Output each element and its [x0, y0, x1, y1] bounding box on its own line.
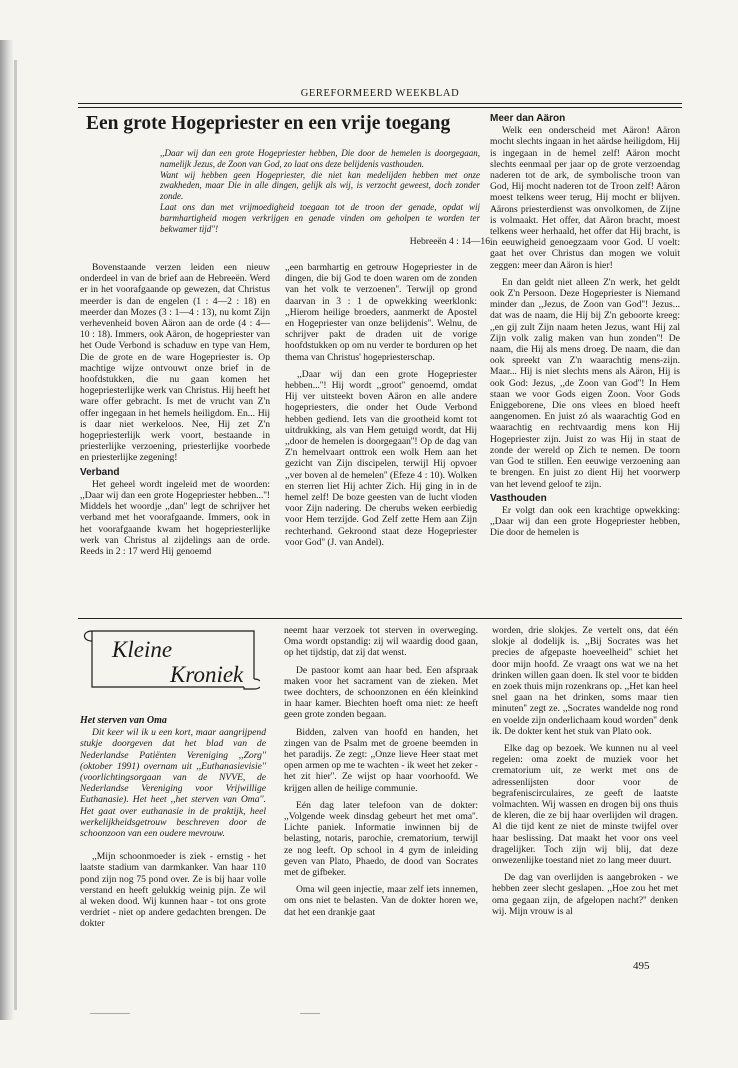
paragraph: worden, drie slokjes. Ze vertelt ons, dat één slokje al dodelijk is. ,,Bij Socrates was het precies de afgepaste hoeveelheid'' schiet het door mijn hoofd. Ze vraagt ons wat we na het drinken willen gaan doen. Ik stel voor te bidden en zoek thuis mijn rozenkrans op. ,,Het kan heel snel gaan na het drinken, soms maar tien minuten'' zegt ze. ,,Socrates wandelde nog rond en voelde zijn onderlichaam koud worden'' denk ik. De dokter kent het stuk van Plato ook. — [492, 625, 678, 737]
paragraph: En dan geldt niet alleen Z'n werk, het geldt ook Z'n Persoon. Deze Hogepriester is Niemand minder dan ,,Jezus, de Zoon van God''! Jezus... dat was de naam, die Hij bij Z'n geboorte kreeg: ,,en gij zult Zijn naam heten Jezus, want Hij zal Zijn volk zalig maken van hun zonden''! De naam, die Hij als mens droeg. De naam, die dan ook spreekt van Z'n waarachtig mens-zijn. Maar... Hij is niet slechts mens als Aäron, Hij is ook God: Jezus, ,,de Zoon van God''! In Hem staan we voor Gods eigen Zoon. Voor Gods Eniggeborene, Die ons vlees en bloed heeft aangenomen. En juist zó als waarachtig God en waarachtig en rechtvaardig mens kon Hij Hogepriester zijn. Juist zo was Hij in staat de zonde der wereld op Zich te nemen. De toorn van God te stillen. Een eeuwige verzoening aan te brengen. En juist zo dient Hij het voorwerp van het levend geloof te zijn. — [490, 276, 680, 490]
epigraph-paragraph: ,,Daar wij dan een grote Hogepriester hebben, Die door de hemelen is doorgegaan, namelijk Jezus, de Zoon van God, zo laat ons deze belijdenis vasthouden. — [160, 148, 480, 169]
paragraph: Het geheel wordt ingeleid met de woorden: ,,Daar wij dan een grote Hogepriester hebben...''! Middels het woordje ,,dan'' legt de schrijver het verband met het voorafgaande. Immers, ook in het voorafgaande kwam het hogepriesterlijke werk van Christus al zijdelings aan de orde. Reeds in 2 : 17 werd Hij genoemd — [80, 478, 270, 558]
paragraph: neemt haar verzoek tot sterven in overweging. Oma wordt opstandig: zij wil waardig dood gaan, op het tijdstip, dat zij dat wenst. — [284, 625, 478, 659]
epigraph — [160, 148, 480, 234]
scan-page-edge — [0, 40, 14, 1020]
logo-word-kleine: Kleine — [112, 637, 173, 662]
paragraph: Er volgt dan ook een krachtige opwekking: ,,Daar wij dan een grote Hogepriester hebben, Die door de hemelen is — [490, 504, 680, 539]
paragraph: Bovenstaande verzen leiden een nieuw onderdeel in van de brief aan de Hebreeën. Werd er in het voorafgaande op gewezen, dat Christus meerder is dan de engelen (1 : 4—2 : 18) en meerder dan Mozes (3 : 1—4 : 13), nu komt Zijn verhevenheid boven Aäron aan de orde (4 : 4—10 : 18). Immers, ook Aäron, de hogepriester van het Oude Verbond is schaduw en type van Hem, Die de grote en de ware Hogepriester is. Op machtige wijze ontvouwt onze brief in de hoofdstukken, die nu gaan komen het hogepriesterlijke werk van Christus. Hij heeft het ware offer gebracht. Is met de vrucht van Z'n offer ingegaan in het hemels heiligdom. En... Hij is daar niet werkeloos. Nee, Hij zet Z'n hogepriesterlijk werk voort, bestaande in priesterlijke verzoening, priesterlijke voorbede en priesterlijke zegening! — [80, 262, 270, 464]
kroniek-column-2 — [284, 625, 478, 918]
header-rule — [78, 103, 682, 104]
epigraph-paragraph: Want wij hebben geen Hogepriester, die niet kan medelijden hebben met onze zwakheden, maar Die in alle dingen, gelijk als wij, is verzocht geweest, doch zonder zonde. — [160, 169, 480, 202]
paragraph: Elke dag op bezoek. We kunnen nu al veel regelen: oma zoekt de muziek voor het crematorium uit, ze werkt met ons de adressenlijsten door voor de begrafeniscirculaires, ze geeft de laatste volmachten. Wij wassen en drogen bij ons thuis de kleren, die ze bij haar overlijden wil dragen. Al die tijd kent ze niet de minste twijfel over haar beslissing. Dat maakt het voor ons veel dragelijker. Toch zijn wij blij, dat deze onwezenlijke toestand niet zo lang meer duurt. — [492, 743, 678, 867]
scripture-reference: Hebreeën 4 : 14—16 — [409, 236, 490, 247]
scan-page-edge-line — [14, 60, 17, 1010]
running-head: GEREFORMEERD WEEKBLAD — [300, 88, 460, 99]
logo-word-kroniek: Kroniek — [170, 662, 244, 687]
scan-mark — [90, 1013, 130, 1014]
section-heading: Meer dan Aäron — [490, 113, 566, 124]
kroniek-column-3 — [492, 625, 678, 917]
section-heading: Vasthouden — [490, 492, 547, 504]
epigraph-paragraph: Laat ons dan met vrijmoedigheid toegaan tot de troon der genade, opdat wij barmhartigheid mogen verkrijgen en genade vinden om geholpen te worden ter bekwamer tijd''! — [160, 201, 480, 234]
paragraph: De dag van overlijden is aangebroken - we hebben zeer slecht geslapen. ,,Hoe zou het met oma gegaan zijn, de afgelopen nacht?'' denken wij. Mijn vrouw is al — [492, 872, 678, 917]
paragraph: Eén dag later telefoon van de dokter: ,,Volgende week dinsdag gebeurt het met oma''. Lichte paniek. Informatie inwinnen bij de belasting, notaris, parochie, crematorium, terwijl ze nog leeft. Op school in 4 gym de inleiding geven van Plato, Phaedo, de dood van Socrates met de gifbeker. — [284, 799, 478, 879]
paragraph: ,,Daar wij dan een grote Hogepriester hebben...''! Hij wordt ,,groot'' genoemd, omdat Hij ver uitsteekt boven Aäron en alle andere hogepriesters, die onder het Oude Verbond hebben gediend. Iets van die grootheid komt tot uitdrukking, als van Hem getuigd wordt, dat Hij ,,door de hemelen is doorgegaan''! Op de dag van Z'n hemelvaart onttrok een wolk Hem aan het gezicht van Zijn discipelen, terwijl Hij opvoer ,,ver boven al de hemelen'' (Efeze 4 : 10). Wolken en sterren liet Hij achter Zich. Hij ging in in de hemel zelf! De boze geesten van de lucht vloden voor Zijn nadering. De cherubs weken eerbiedig voor Hem terzijde. God Zelf zette Hem aan Zijn rechterhand. Gekroond staat deze Hogepriester voor God'' (J. van Andel). — [285, 368, 477, 548]
scan-mark — [300, 1013, 320, 1014]
section-divider — [78, 618, 682, 619]
paragraph: Oma wil geen injectie, maar zelf iets innemen, om ons niet te belasten. Van de dokter horen we, dat het een drankje gaat — [284, 884, 478, 918]
article-column-1 — [80, 262, 270, 557]
article-column-2 — [285, 262, 477, 548]
paragraph: ,,een barmhartig en getrouw Hogepriester in de dingen, die bij God te doen waren om de zonden van het volk te verzoenen''. Terwijl op grond daarvan in 3 : 1 de opwekking weerklonk: ,,Hierom heilige broeders, aanmerkt de Apostel en Hogepriester van onze belijdenis''. Welnu, de schrijver pakt de draden uit de vorige hoofdstukken op om nu verder te borduren op het thema van Christus' hogepriesterschap. — [285, 262, 477, 363]
page-number: 495 — [633, 960, 650, 972]
header-rule-thin — [78, 107, 682, 108]
article-column-3 — [490, 113, 680, 539]
kroniek-column-1 — [80, 712, 266, 930]
kroniek-intro: Dit keer wil ik u een kort, maar aangrijpend stukje doorgeven dat het blad van de Nederlandse Patiënten Vereniging ,,Zorg'' (oktober 1991) overnam uit ,,Euthanasievisie'' (voorlichtingsorgaan van de NVVE, de Nederlandse Vereniging voor Vrijwillige Euthanasie). Het heet ,,het sterven van Oma''. Het gaat over euthanasie in de praktijk, heel werkelijkheidsgetrouw beschreven door de schoonzoon van een oudere mevrouw. — [80, 727, 266, 840]
paragraph: Bidden, zalven van hoofd en handen, het zingen van de Psalm met de groene beemden in het paradijs. Ze zegt: ,,Onze lieve Heer staat met open armen op me te wachten - ik weet het zeker - het zit hier''. Ze wijst op haar voorhoofd. We krijgen allen de heilige communie. — [284, 726, 478, 794]
paragraph: Welk een onderscheid met Aäron! Aäron mocht slechts ingaan in het aärdse heiligdom, Hij is ingegaan in de hemel zelf! Aäron mocht slechts eenmaal per jaar op de grote verzoendag naderen tot de ark, de symbolische troon van God, Hij mocht naderen tot de Troon zelf! Aäron moest telkens weer terug, Hij mocht er blijven. Aärons priesterdienst was onvolkomen, de Zijne is volmaakt. Het offer, dat Aäron bracht, moest telkens weer herhaald, het offer dat Hij bracht, is in eeuwigheid genoegzaam voor God. U voelt: gaat het over Christus dan mogen we voluit zeggen: meer dan Aäron is hier! — [490, 125, 680, 271]
paragraph: ,,Mijn schoonmoeder is ziek - ernstig - het laatste stadium van darmkanker. Van haar 110 pond zijn nog 75 pond over. Ze is bij haar volle verstand en heeft gelukkig weinig pijn. Ze wil al weken dood. Wij kunnen haar - tot ons grote verdriet - niet op andere gedachten brengen. De dokter — [80, 851, 266, 930]
paragraph: De pastoor komt aan haar bed. Een afspraak maken voor het sacrament van de zieken. Met twee dochters, de schoonzonen en één kleinkind in haar kamer. Biechten hoeft oma niet: ze heeft geen grote zonden begaan. — [284, 664, 478, 721]
kleine-kroniek-logo — [78, 625, 260, 693]
section-heading: Verband — [80, 466, 120, 478]
article-title: Een grote Hogepriester en een vrije toegang — [86, 113, 451, 134]
kroniek-heading: Het sterven van Oma — [80, 715, 167, 726]
